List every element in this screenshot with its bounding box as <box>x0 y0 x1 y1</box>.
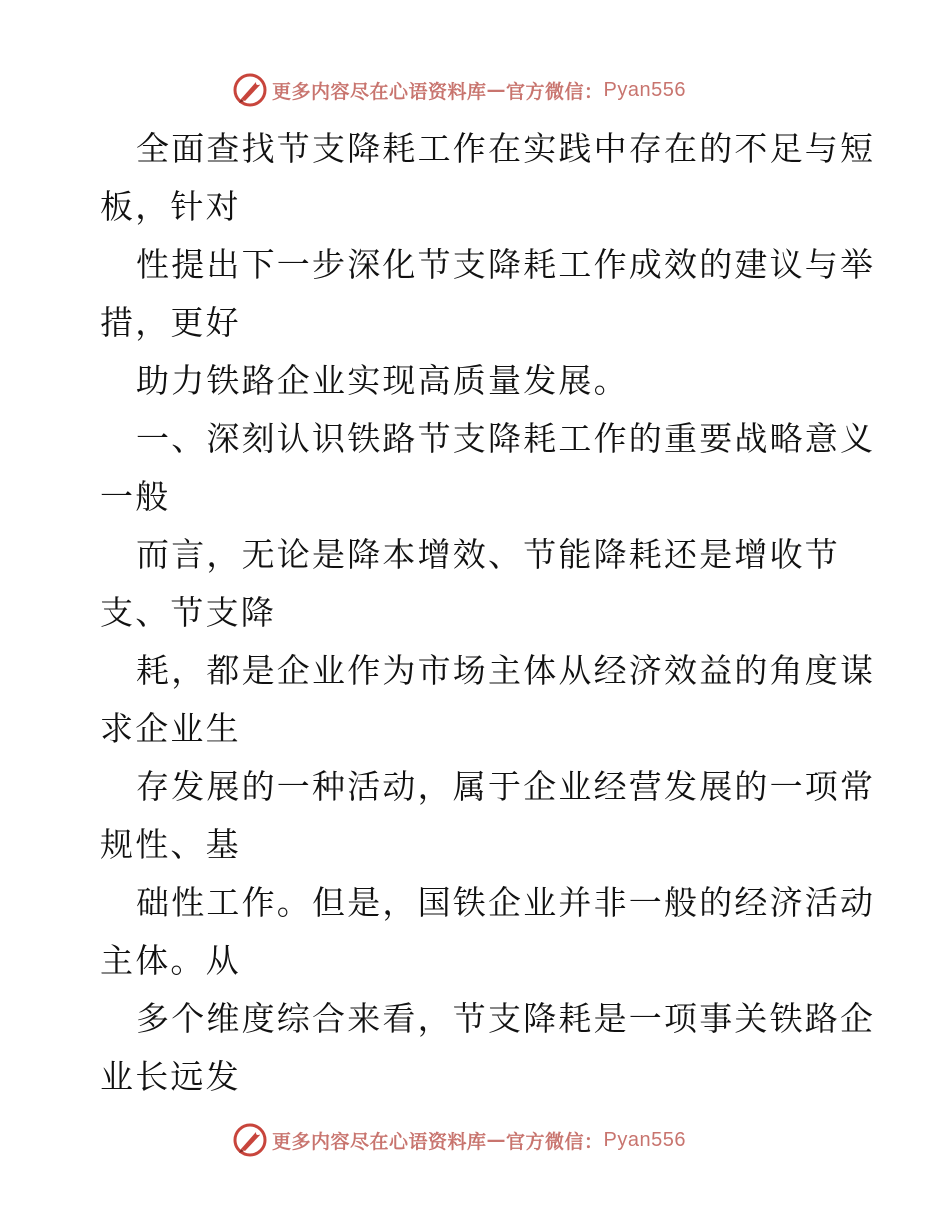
paragraph-line: 板，针对 <box>100 187 241 226</box>
paragraph-line: 规性、基 <box>100 825 241 864</box>
paragraph-line: 多个维度综合来看，节支降耗是一项事关铁路企 <box>136 999 876 1038</box>
paragraph-line: 业长远发 <box>100 1057 241 1096</box>
paragraph-line: 存发展的一种活动，属于企业经营发展的一项常 <box>136 767 876 806</box>
paragraph-line: 础性工作。但是，国铁企业并非一般的经济活动 <box>136 883 876 922</box>
watermark-separator: — <box>486 79 507 101</box>
paragraph-line: 而言，无论是降本增效、节能降耗还是增收节 <box>136 535 840 574</box>
section-heading-line: 一、深刻认识铁路节支降耗工作的重要战略意义 <box>136 419 876 458</box>
watermark-wechat-id: Pyan556 <box>603 78 686 101</box>
watermark-official-label: 官方微信： <box>506 80 604 103</box>
paragraph-line: 求企业生 <box>100 709 241 748</box>
watermark-text: 更多内容尽在心语资料库 <box>272 80 487 103</box>
header-watermark <box>232 70 686 110</box>
paragraph-line: 一般 <box>100 477 171 516</box>
footer-watermark <box>232 1120 686 1160</box>
watermark-official-label: 官方微信： <box>506 1130 604 1153</box>
pen-logo-icon <box>232 1122 268 1158</box>
watermark-wechat-id: Pyan556 <box>603 1128 686 1151</box>
paragraph-line: 耗，都是企业作为市场主体从经济效益的角度谋 <box>136 651 876 690</box>
pen-logo-icon <box>232 72 268 108</box>
watermark-text: 更多内容尽在心语资料库 <box>272 1130 487 1153</box>
paragraph-line: 助力铁路企业实现高质量发展。 <box>136 361 629 400</box>
paragraph-line: 全面查找节支降耗工作在实践中存在的不足与短 <box>136 129 876 168</box>
paragraph-line: 主体。从 <box>100 941 241 980</box>
paragraph-line: 措，更好 <box>100 303 241 342</box>
paragraph-line: 性提出下一步深化节支降耗工作成效的建议与举 <box>136 245 876 284</box>
paragraph-line: 支、节支降 <box>100 593 276 632</box>
watermark-separator: — <box>486 1129 507 1151</box>
